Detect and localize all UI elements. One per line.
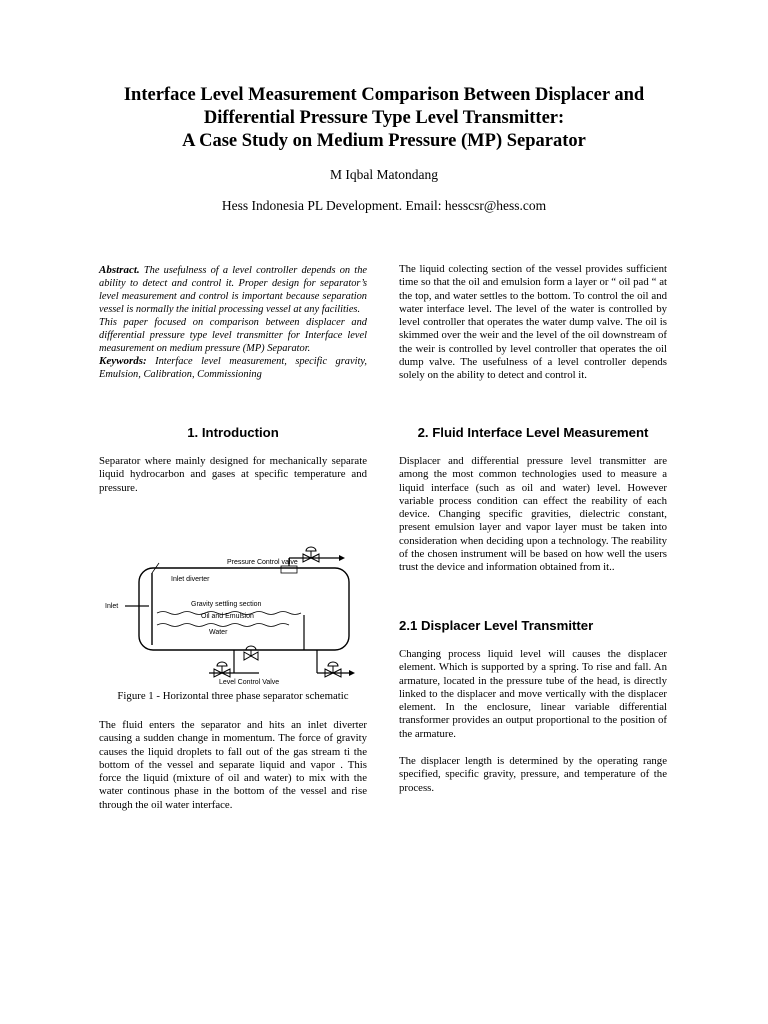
section-1-para-1: Separator where mainly designed for mechanically separate liquid hydrocarbon and gases at specific temperature and pressure. [99,455,367,494]
section-2-heading-wrap [399,425,667,440]
author-name: M Iqbal Matondang [330,167,438,182]
section-2-heading: 2. Fluid Interface Level Measurement [417,425,649,440]
section-1-para-1-wrap [99,455,367,495]
title-line-3: A Case Study on Medium Pressure (MP) Separator [182,131,586,151]
section-2-1-heading: 2.1 Displacer Level Transmitter [399,618,594,633]
keywords-label: Keywords: [99,355,147,367]
label-water: Water [209,629,228,636]
label-pressure-control-valve: Pressure Control valve [227,559,298,566]
section-2-1-para-2: The displacer length is determined by the operating range specified, specific gravity, pressure, and temperature of the process. [399,755,667,794]
section-2-para-wrap [399,455,667,575]
abstract-block [99,264,367,381]
label-inlet-diverter: Inlet diverter [171,576,210,583]
section-1-para-2-wrap [99,719,367,812]
label-gravity-settling: Gravity settling section [191,601,262,608]
label-oil-emulsion: Oil and Emulsion [201,613,254,620]
right-intro-wrap [399,263,667,383]
title-line-2: Differential Pressure Type Level Transmitter: [203,108,565,128]
mist-extractor [281,566,297,573]
water-level-control-valve-icon [214,662,230,677]
separator-schematic [99,525,367,685]
right-intro-para: The liquid colecting section of the vessel provides sufficient time so that the oil and emulsion form a layer or “ oil pad “ at the top, and water settles to the bottom. To control the oil and water interface level. The level of the water is controlled by level controller that operates the water dump valve. The oil is skimmed over the weir and the level of the oil downstream of the weir is controlled by level controller that operates the oil dump valve. The usefulness of a level controller depends solely on the ability to detect and control it. [399,263,667,382]
author-affiliation: Hess Indonesia PL Development. Email: hesscsr@hess.com [221,198,547,213]
abstract-text-1: The usefulness of a level controller depends on the ability to detect and control it. Proper design for separator’s level measurement and control is important because separation vessel is normally the initial processing vessel at any facilities. [99,265,367,315]
label-level-control-valve: Level Control Valve [219,679,280,685]
section-1-para-2: The fluid enters the separator and hits an inlet diverter causing a sudden change in momentum. The force of gravity causes the liquid droplets to fall out of the gas stream ti the bottom of the vessel and separate liquid and vapor . This force the liquid (mixture of oil and water) to mix with the water continous phase in the bottom of the vessel and rise through the oil water interface. [99,719,367,811]
pressure-control-valve-icon [303,547,319,562]
figure-1 [99,525,367,685]
keywords-text: Interface level measurement, specific gravity, Emulsion, Calibration, Commissioning [99,356,367,380]
section-1-heading: 1. Introduction [187,425,279,440]
section-2-1-para-1-wrap [399,648,667,741]
oil-dump-valve-icon [325,662,341,677]
abstract-text-2: This paper focused on comparison between displacer and differential pressure type level transmitter for Interface level measurement on medium pressure (MP) Separator. [99,317,367,354]
water-level-line [157,624,289,627]
section-1-heading-wrap [99,425,367,440]
figure-1-caption: Figure 1 - Horizontal three phase separator schematic [117,690,349,702]
title-line-1: Interface Level Measurement Comparison Between Displacer and [123,85,645,105]
section-2-1-heading-wrap [399,618,667,633]
section-2-para: Displacer and differential pressure level transmitter are among the most common technologies used to measure a liquid interface (such as oil and water) level. However variable process condition can effect the reability of each device. Changing specific gravities, dielectric constant, present emulsion layer and vapor layer must be taken into consideration when deciding upon a technology. The reability of the chosen instrument will be based on how well the users trust the device and information obtained from it.. [399,455,667,574]
oil-level-control-valve-icon [244,646,258,660]
abstract-label: Abstract. [99,264,140,276]
section-2-1-para-1: Changing process liquid level will causes the displacer element. Which is supported by a spring. To rise and fall. An armature, located in the pressure tube of the head, is directly linked to the displacer and move vertically with the displacer element. In the enclosure, linear variable differential transformer provides an output proportional to the position of the armature. [399,648,667,740]
label-inlet: Inlet [105,603,119,610]
paper-title [40,84,728,153]
section-2-1-para-2-wrap [399,755,667,795]
